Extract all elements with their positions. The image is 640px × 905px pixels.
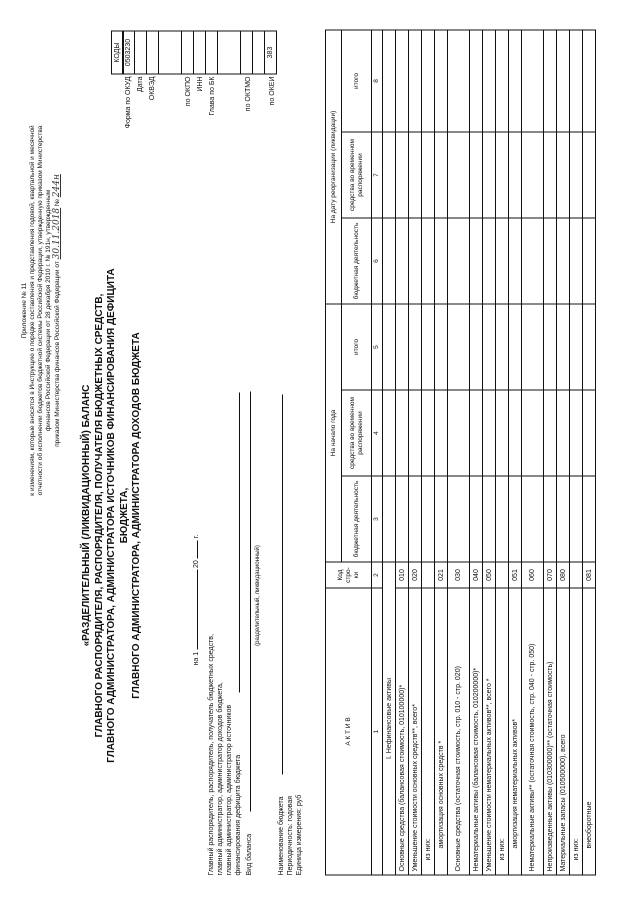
entity-label: главный администратор, администратор доходов бюджета, (217, 681, 224, 875)
row-label: Основные средства (остаточная стоимость, стр. 010 - стр. 020) (448, 588, 470, 875)
value-cell[interactable] (448, 304, 470, 390)
codes-header: КОДЫ (111, 30, 124, 74)
table-row (544, 29, 557, 874)
row-code: 050 (483, 562, 496, 588)
table-row (470, 29, 483, 874)
periodicity: Периодичность: годовая (287, 795, 294, 875)
value-cell[interactable] (409, 390, 422, 476)
row-label: из них: (496, 588, 509, 875)
table-row (422, 29, 435, 874)
value-cell[interactable] (396, 476, 409, 562)
value-cell[interactable] (435, 29, 448, 131)
bk-code (205, 31, 217, 73)
inn-code (193, 31, 205, 73)
codes-column (122, 30, 277, 74)
table-row (483, 29, 496, 874)
value-cell[interactable] (470, 304, 483, 390)
value-cell[interactable] (422, 304, 435, 390)
value-cell[interactable] (396, 29, 409, 131)
row-code: 040 (470, 562, 483, 588)
col-num: 4 (372, 390, 383, 476)
entity-label: главный администратор, администратор источников (226, 704, 233, 875)
stamp-line: финансов Российской Федерации от 28 декабря 2010 г. № 191н, утвержденным (45, 189, 52, 431)
value-cell[interactable] (570, 304, 583, 390)
value-cell[interactable] (448, 390, 470, 476)
value-cell[interactable] (470, 29, 483, 131)
oktmo-code (240, 31, 252, 73)
col-temp: средства во временном распоряжении (342, 390, 372, 476)
value-cell[interactable] (570, 29, 583, 131)
value-cell[interactable] (522, 29, 544, 131)
value-cell[interactable] (409, 218, 422, 304)
value-cell[interactable] (396, 390, 409, 476)
value-cell[interactable] (435, 218, 448, 304)
row-code: 051 (509, 562, 522, 588)
value-cell[interactable] (496, 132, 509, 218)
value-cell[interactable] (522, 476, 544, 562)
value-cell[interactable] (583, 132, 596, 218)
col-num: 7 (372, 132, 383, 218)
value-cell[interactable] (583, 218, 596, 304)
row-label: Нематериальные активы (балансовая стоимость, 010200000)* (470, 588, 483, 875)
document-title: «РАЗДЕЛИТЕЛЬНЫЙ (ЛИКВИДАЦИОННЫЙ) БАЛАНС ГЛАВНОГО РАСПОРЯДИТЕЛЯ, РАСПОРЯДИТЕЛЯ, ПОЛУЧАТЕЛЯ БЮДЖЕТНЫХ СРЕДСТВ, ГЛАВНОГО АДМИНИСТРАТОРА, АДМИНИСТРАТОРА ИСТОЧНИКОВ ФИНАНСИРОВАНИЯ ДЕФИЦИТА БЮДЖЕТА, ГЛАВНОГО АДМИНИСТРАТОРА, АДМИНИСТРАТОРА ДОХОДОВ БЮДЖЕТА (81, 267, 142, 763)
code-labels: Форма по ОКУД Дата ОКВЭД по ОКПО ИНН Глава по БК по ОКТМО по ОКЕИ (125, 76, 276, 128)
col-temp: средства во временном распоряжении (342, 132, 372, 218)
row-code: 070 (544, 562, 557, 588)
blank-code (158, 31, 181, 73)
value-cell[interactable] (448, 132, 470, 218)
value-cell[interactable] (422, 218, 435, 304)
value-cell[interactable] (435, 304, 448, 390)
value-cell[interactable] (509, 304, 522, 390)
value-cell[interactable] (435, 132, 448, 218)
handwritten-date: 30.11.2018 (52, 207, 62, 259)
blank-code (252, 31, 264, 73)
blank-code (217, 31, 240, 73)
col-code: Код стро-ки (326, 562, 372, 588)
table-row (409, 29, 422, 874)
value-cell[interactable] (396, 304, 409, 390)
value-cell[interactable] (409, 29, 422, 131)
row-label: из них: (422, 588, 435, 875)
stamp-line: к изменениям, которые вносятся в Инструкцию о порядке составления и представления годовой, квартальной и месячной (29, 124, 36, 496)
col-reorg: На дату реорганизации (ликвидации) (326, 29, 342, 303)
value-cell[interactable] (422, 476, 435, 562)
value-cell[interactable] (509, 132, 522, 218)
value-cell[interactable] (509, 390, 522, 476)
value-cell[interactable] (448, 29, 470, 131)
value-cell[interactable] (522, 304, 544, 390)
balance-type-hint: (разделительный, ликвидационный) (255, 544, 261, 646)
appendix-stamp (21, 30, 62, 590)
value-cell[interactable] (509, 476, 522, 562)
row-code: 010 (396, 562, 409, 588)
value-cell[interactable] (570, 476, 583, 562)
stamp-line: приказом Министерства финансов Российской Федерации от 30.11.2018 № 244н (52, 173, 62, 447)
table-row (583, 29, 596, 874)
value-cell[interactable] (509, 218, 522, 304)
value-cell[interactable] (544, 476, 557, 562)
unit: Единица измерения: руб (296, 794, 303, 875)
value-cell[interactable] (422, 390, 435, 476)
row-label: амортизация нематериальных активов* (509, 588, 522, 875)
table-row (522, 29, 544, 874)
row-label: Нематериальные активы** (остаточная стоимость, стр. 040 - стр. 050) (522, 588, 544, 875)
row-label: амортизация основных средств * (435, 588, 448, 875)
value-cell[interactable] (448, 476, 470, 562)
row-code: 020 (409, 562, 422, 588)
value-cell[interactable] (470, 132, 483, 218)
value-cell[interactable] (557, 390, 570, 476)
value-cell[interactable] (570, 132, 583, 218)
value-cell[interactable] (496, 390, 509, 476)
value-cell[interactable] (483, 132, 496, 218)
value-cell[interactable] (483, 476, 496, 562)
balance-type-field: Вид баланса (245, 355, 254, 875)
col-budget: бюджетная деятельность (342, 218, 372, 304)
row-label: внеоборотные (583, 588, 596, 875)
entity-label: Главный распорядитель, распорядитель, получатель бюджетных средств, (208, 633, 215, 875)
section-heading: I. Нефинансовые активы (383, 562, 396, 875)
row-code: 081 (583, 562, 596, 588)
table-row (509, 29, 522, 874)
entity-label: финансирования дефицита бюджета (234, 355, 243, 875)
value-cell[interactable] (483, 304, 496, 390)
value-cell[interactable] (544, 29, 557, 131)
value-cell[interactable] (544, 390, 557, 476)
row-label: Материальные запасы (010500000), всего (557, 588, 570, 875)
value-cell[interactable] (422, 132, 435, 218)
col-total: итого (342, 304, 372, 390)
value-cell[interactable] (557, 304, 570, 390)
budget-name-field: Наименование бюджета (277, 355, 286, 875)
row-code (422, 562, 435, 588)
col-start: На начало года (326, 304, 342, 562)
header-fields (195, 355, 304, 875)
report-date-line: на 1 20 г. (193, 534, 200, 665)
handwritten-number: 244н (52, 173, 62, 197)
row-code: 060 (522, 562, 544, 588)
value-cell[interactable] (522, 218, 544, 304)
row-label: Уменьшение стоимости нематериальных активов**, всего * (483, 588, 496, 875)
col-total: итого (342, 29, 372, 131)
table-row (557, 29, 570, 874)
value-cell[interactable] (583, 476, 596, 562)
col-num: 3 (372, 476, 383, 562)
row-code: 080 (557, 562, 570, 588)
col-num: 6 (372, 218, 383, 304)
col-num: 1 (372, 588, 383, 875)
value-cell[interactable] (483, 29, 496, 131)
okpo-code (181, 31, 193, 73)
value-cell[interactable] (522, 390, 544, 476)
table-row (496, 29, 509, 874)
date-code (134, 31, 146, 73)
value-cell[interactable] (496, 476, 509, 562)
row-code: 021 (435, 562, 448, 588)
table-row (570, 29, 583, 874)
row-code: 030 (448, 562, 470, 588)
stamp-line: отчетности об исполнении бюджетов бюджетной системы Российской Федерации, утвержденную приказом Министерства (37, 125, 44, 495)
col-num: 2 (372, 562, 383, 588)
value-cell[interactable] (409, 476, 422, 562)
value-cell[interactable] (470, 218, 483, 304)
col-asset: А К Т И В (326, 588, 372, 875)
value-cell[interactable] (544, 304, 557, 390)
value-cell[interactable] (496, 29, 509, 131)
value-cell[interactable] (435, 390, 448, 476)
value-cell[interactable] (435, 476, 448, 562)
col-num: 5 (372, 304, 383, 390)
value-cell[interactable] (470, 476, 483, 562)
value-cell[interactable] (396, 218, 409, 304)
col-num: 8 (372, 29, 383, 131)
okud-code: 0503230 (122, 31, 134, 73)
value-cell[interactable] (496, 218, 509, 304)
rotated-page (15, 10, 625, 895)
value-cell[interactable] (583, 304, 596, 390)
okei-code: 383 (264, 31, 276, 73)
table-row (435, 29, 448, 874)
value-cell[interactable] (409, 132, 422, 218)
value-cell[interactable] (570, 218, 583, 304)
col-budget: бюджетная деятельность (342, 476, 372, 562)
okved-code (146, 31, 158, 73)
value-cell[interactable] (470, 390, 483, 476)
table-row (448, 29, 470, 874)
value-cell[interactable] (496, 304, 509, 390)
value-cell[interactable] (583, 390, 596, 476)
value-cell[interactable] (409, 304, 422, 390)
row-code (496, 562, 509, 588)
value-cell[interactable] (422, 29, 435, 131)
value-cell[interactable] (522, 132, 544, 218)
value-cell[interactable] (544, 132, 557, 218)
value-cell[interactable] (448, 218, 470, 304)
value-cell[interactable] (557, 476, 570, 562)
stamp-line: Приложение № 11 (21, 282, 28, 338)
row-label: Основные средства (балансовая стоимость, 010100000)* (396, 588, 409, 875)
value-cell[interactable] (557, 132, 570, 218)
row-label: Уменьшение стоимости основных средств**, всего* (409, 588, 422, 875)
row-label: Непроизведенные активы (010300000)** (остаточная стоимость) (544, 588, 557, 875)
value-cell[interactable] (509, 29, 522, 131)
value-cell[interactable] (583, 29, 596, 131)
value-cell[interactable] (557, 29, 570, 131)
balance-table (325, 29, 596, 875)
row-label: из них: (570, 588, 583, 875)
value-cell[interactable] (570, 390, 583, 476)
value-cell[interactable] (483, 390, 496, 476)
value-cell[interactable] (396, 132, 409, 218)
value-cell[interactable] (557, 218, 570, 304)
table-row (396, 29, 409, 874)
value-cell[interactable] (483, 218, 496, 304)
value-cell[interactable] (544, 218, 557, 304)
row-code (570, 562, 583, 588)
